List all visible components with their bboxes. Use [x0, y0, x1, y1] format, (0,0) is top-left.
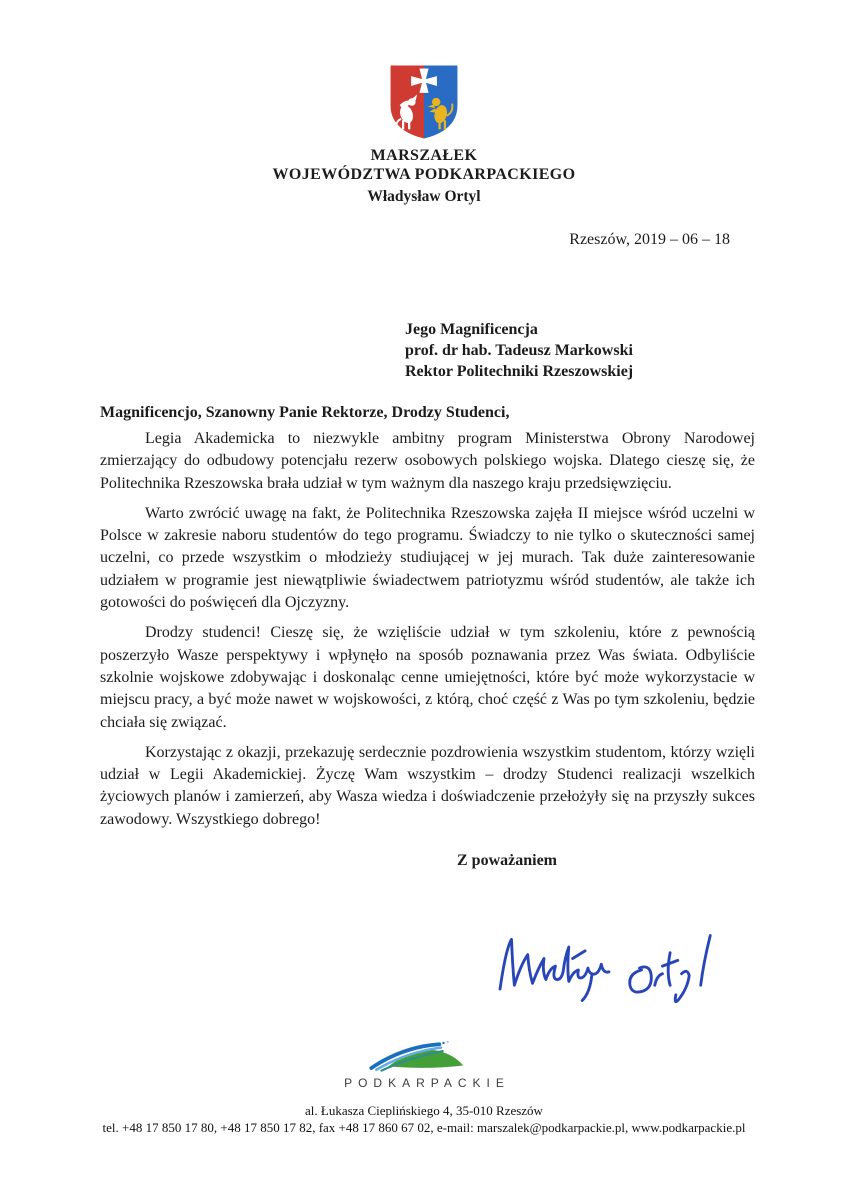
letterhead-name: Władysław Ortyl [367, 188, 481, 205]
letter-body [100, 428, 755, 839]
addressee-line2: prof. dr hab. Tadeusz Markowski [405, 342, 633, 359]
signature-handwriting [488, 926, 728, 1017]
footer-address: al. Łukasza Cieplińskiego 4, 35-010 Rzeszów [305, 1103, 543, 1118]
dateline: Rzeszów, 2019 – 06 – 18 [569, 231, 730, 248]
paragraph-4: Korzystając z okazji, przekazuję serdecznie pozdrowienia wszystkim studentom, którzy wzięli udział w Legii Akademickiej. Życzę Wam wszystkim – drodzy Studenci realizacji wszelkich życiowych planów i zamierzeń, aby Wasza wiedza i doświadczenie przełożyły się na przyszły sukces zawodowy. Wszystkiego dobrego! [100, 743, 755, 828]
coat-of-arms-icon [386, 64, 462, 145]
region-logo [0, 1040, 848, 1090]
addressee-line3: Rektor Politechniki Rzeszowskiej [405, 363, 634, 380]
office-title-line1: MARSZAŁEK [370, 147, 478, 164]
closing-phrase: Z poważaniem [457, 852, 557, 869]
paragraph-3: Drodzy studenci! Cieszę się, że wzięliście udział w tym szkoleniu, które z pewnością poszerzyło Wasze perspektywy i wpłynęło na sposób poznawania przez Was świata. Odbyliście szkolnie wojskowe zdobywając i doskonaląc cenne umiejętności, które być może wykorzystacie w miejscu pracy, a być może nawet w wojskowości, z którą, choć część z Was po tym szkoleniu, będzie chciała się związać. [100, 624, 755, 731]
office-title-line2: WOJEWÓDZTWA PODKARPACKIEGO [272, 166, 576, 183]
footer-contact-block [0, 1102, 848, 1136]
addressee-line1: Jego Magnificencja [405, 321, 538, 338]
addressee-block [405, 319, 633, 382]
salutation: Magnificencjo, Szanowny Panie Rektorze, Drodzy Studenci, [100, 404, 510, 421]
logo-text: PODKARPACKIE [344, 1076, 510, 1090]
footer-contact: tel. +48 17 850 17 80, +48 17 850 17 82, fax +48 17 860 67 02, e-mail: marszalek@podkarpackie.pl, www.podkarpackie.pl [102, 1120, 746, 1135]
letterhead-office [0, 146, 848, 184]
paragraph-1: Legia Akademicka to niezwykle ambitny program Ministerstwa Obrony Narodowej zmierzający do odbudowy potencjału rezerw osobowych polskiego wojska. Dlatego cieszę się, że Politechnika Rzeszowska brała udział w tym ważnym dla naszego kraju przedsięwzięciu. [100, 430, 755, 492]
logo-wave-icon [364, 1040, 484, 1074]
paragraph-2: Warto zwrócić uwagę na fakt, że Politechnika Rzeszowska zajęła II miejsce wśród uczelni w Polsce w zakresie naboru studentów do tego programu. Świadczy to nie tylko o skuteczności samej uczelni, co przede wszystkim o młodzieży studiującej w jej murach. Tak duże zainteresowanie udziałem w programie jest niewątpliwie świadectwem patriotyzmu wśród studentów, ale także ich gotowości do poświęceń dla Ojczyzny. [100, 504, 755, 612]
